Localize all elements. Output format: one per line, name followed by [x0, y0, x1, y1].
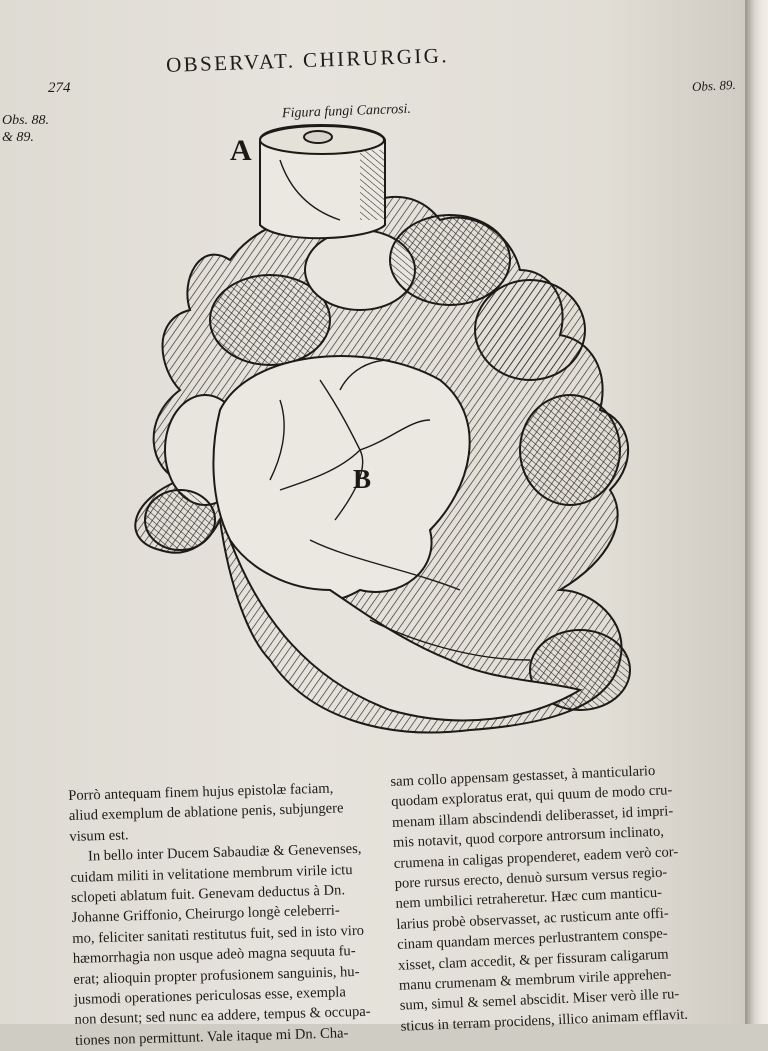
- margin-note-right: Obs. 89.: [691, 76, 737, 95]
- text-line: sticus in terram procidens, illico animam efflavit.: [400, 1006, 689, 1035]
- text-line: xisset, clam accedit, & per fissuram caligarum: [397, 946, 669, 974]
- text-line: mo, feliciter sanitati restitutus fuit, sed in isto viro: [72, 922, 365, 947]
- page-number: 274: [48, 80, 71, 96]
- text-line: sum, simul & semel abscidit. Miser verò ille ru-: [399, 986, 680, 1015]
- text-line: visum est.: [69, 827, 129, 845]
- text-line: cuidam militi in velitatione membrum virile ictu: [70, 861, 353, 886]
- text-line: erat; alioquin propter profusionem sanguinis, hu-: [73, 963, 360, 988]
- text-line: tiones non permittunt. Vale itaque mi Dn. Cha-: [74, 1024, 349, 1049]
- text-line: menam illam abscindendi deliberasset, id impri-: [391, 802, 674, 831]
- text-line: mis notavit, quod corpore antrorsum inclinato,: [392, 823, 665, 852]
- margin-note-left: [2, 112, 62, 146]
- fungus-woodcut-illustration: [110, 120, 650, 760]
- text-line: pore rursus erecto, denuò sursum versus regio-: [394, 864, 668, 892]
- margin-note-line: Obs. 88.: [2, 113, 50, 128]
- text-line: Porrò antequam finem hujus epistolæ faciam,: [68, 780, 334, 804]
- text-line: aliud exemplum de ablatione penis, subjungere: [68, 800, 344, 825]
- text-line: quodam exploratus erat, qui quum de modo cru-: [390, 782, 673, 811]
- figure-label-b: B: [353, 464, 372, 494]
- margin-note-line: & 89.: [2, 130, 34, 145]
- text-line: cinam quandam merces perlustrantem conspe-: [396, 925, 669, 953]
- tumor-mass: [135, 125, 630, 732]
- text-line: manu crumenam & membrum virile apprehen-: [398, 966, 672, 994]
- text-line: Johanne Griffonio, Cheirurgo longè celeberri-: [71, 902, 340, 927]
- text-line: crumena in caligas propenderet, eadem verò cor-: [393, 843, 679, 872]
- text-line: sclopeti ablatum fuit. Genevam deductus à Dn.: [70, 882, 346, 906]
- text-column-right: [390, 758, 741, 1037]
- figure-caption: Figura fungi Cancrosi.: [281, 101, 412, 122]
- book-gutter: [745, 0, 768, 1024]
- text-line: jusmodi operationes periculosas esse, exempla: [73, 984, 347, 1008]
- text-line: non desunt; sed nunc ea addere, tempus & occupa-: [74, 1003, 371, 1029]
- text-line: sam collo appensam gestasset, à manticulario: [390, 762, 656, 790]
- text-line: In bello inter Ducem Sabaudiæ & Genevenses,: [87, 841, 362, 865]
- figure-label-a: A: [230, 134, 252, 167]
- text-line: larius probè observasset, ac rusticum ante offi-: [396, 905, 669, 933]
- running-head: OBSERVAT. CHIRURGIG.: [165, 43, 450, 77]
- text-line: hæmorrhagia non usque adeò magna sequuta fu-: [72, 943, 356, 968]
- text-line: nem umbilici retraheretur. Hæc cum manticu-: [395, 885, 663, 913]
- text-column-left: [68, 777, 390, 1051]
